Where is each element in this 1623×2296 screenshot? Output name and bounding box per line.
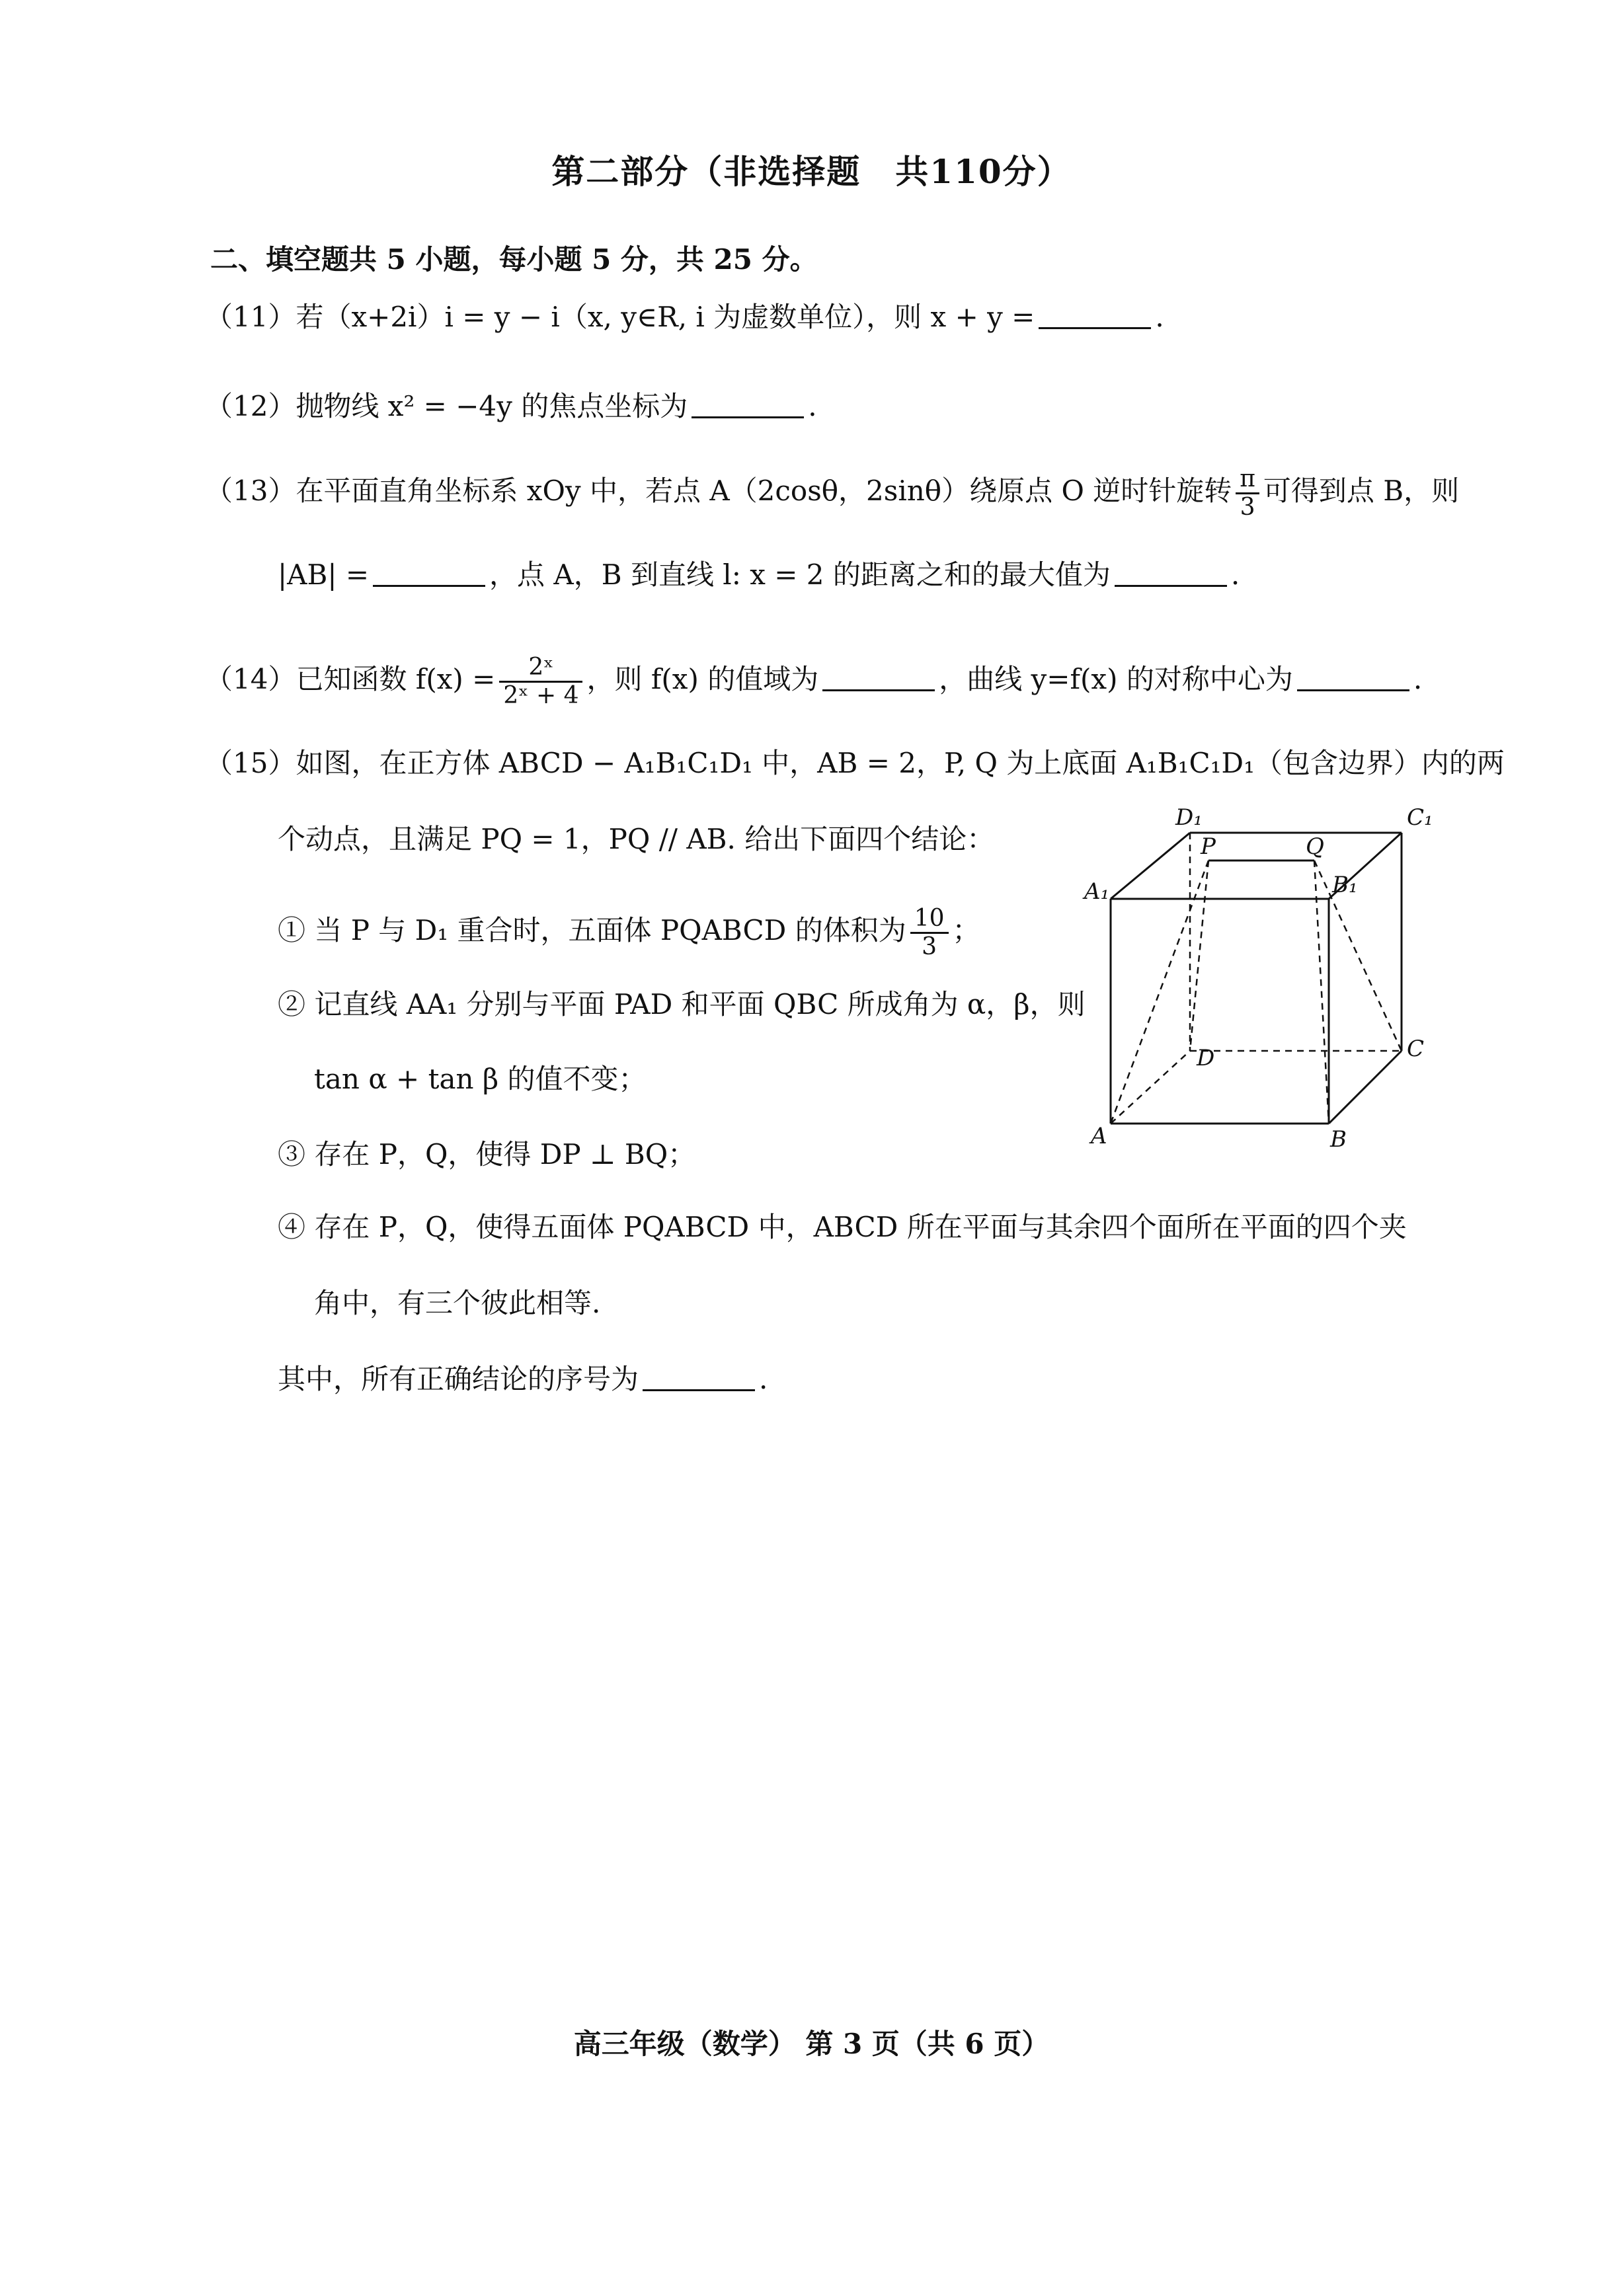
question-text: ，点 A，B 到直线 l: x = 2 的距离之和的最大值为 xyxy=(489,558,1111,591)
fraction-denominator: 3 xyxy=(922,933,937,960)
fraction xyxy=(499,654,582,708)
edge-a1-d1 xyxy=(1111,833,1190,899)
fraction xyxy=(1236,466,1259,520)
label-a1: A₁ xyxy=(1084,878,1110,905)
label-p: P xyxy=(1201,833,1216,860)
question-text: 在平面直角坐标系 xOy 中，若点 A（2cosθ，2sinθ）绕原点 O 逆时针旋转 xyxy=(296,475,1232,508)
conclusion-2: ② 记直线 AA₁ 分别与平面 PAD 和平面 QBC 所成角为 α，β，则 xyxy=(278,988,1086,1020)
answer-blank[interactable] xyxy=(1039,303,1151,329)
question-text: 若（x+2i）i = y − i（x, y∈R, i 为虚数单位），则 x + y = xyxy=(296,301,1035,333)
fraction-denominator: 3 xyxy=(1240,493,1255,521)
label-b: B xyxy=(1330,1126,1347,1153)
question-text: 可得到点 B，则 xyxy=(1263,475,1460,508)
label-d1: D₁ xyxy=(1175,806,1203,831)
question-number: （14） xyxy=(205,663,296,696)
page-footer: 高三年级（数学） 第 3 页（共 6 页） xyxy=(573,2028,1050,2060)
label-a: A xyxy=(1091,1123,1107,1149)
segment-pd xyxy=(1190,861,1208,1051)
answer-blank[interactable] xyxy=(643,1365,755,1391)
question-text: 已知函数 f(x) = xyxy=(296,663,496,696)
label-q: Q xyxy=(1306,833,1324,860)
question-15 xyxy=(205,747,1505,780)
punctuation: . xyxy=(1230,558,1240,591)
answer-blank[interactable] xyxy=(1115,561,1227,587)
segment-pa xyxy=(1111,861,1208,1124)
cube-figure xyxy=(1071,806,1441,1163)
question-13-line2 xyxy=(278,558,1240,592)
fraction-numerator: 2ˣ xyxy=(499,654,582,683)
conclusion-3: ③ 存在 P，Q，使得 DP ⊥ BQ； xyxy=(278,1138,696,1170)
question-number: （12） xyxy=(205,390,296,422)
fraction-numerator: 10 xyxy=(910,905,949,934)
conclusion-text: ① 当 P 与 D₁ 重合时，五面体 PQABCD 的体积为 xyxy=(278,914,906,947)
fraction-numerator: π xyxy=(1236,466,1259,494)
question-text: ，则 f(x) 的值域为 xyxy=(586,663,819,696)
punctuation: . xyxy=(759,1363,768,1395)
punctuation: . xyxy=(808,390,817,422)
answer-blank[interactable] xyxy=(373,561,485,587)
question-12 xyxy=(205,390,817,423)
conclusion-2-line2: tan α + tan β 的值不变； xyxy=(314,1063,647,1095)
segment-qc xyxy=(1314,861,1402,1051)
question-14 xyxy=(205,654,1422,708)
answer-blank[interactable] xyxy=(692,393,804,418)
final-question xyxy=(278,1363,768,1396)
question-number: （11） xyxy=(205,301,296,333)
edge-a-d xyxy=(1111,1051,1190,1124)
part-title: 第二部分（非选择题 共110分） xyxy=(551,152,1072,191)
question-number: （15） xyxy=(205,747,296,779)
punctuation: . xyxy=(1155,301,1164,333)
question-15-line2: 个动点，且满足 PQ = 1，PQ // AB. 给出下面四个结论： xyxy=(278,823,995,855)
conclusion-4-line2: 角中，有三个彼此相等. xyxy=(314,1287,601,1319)
edge-b-c xyxy=(1329,1051,1402,1124)
label-b1: B₁ xyxy=(1332,872,1358,898)
fraction xyxy=(910,905,949,960)
section-heading: 二、填空题共 5 小题，每小题 5 分，共 25 分。 xyxy=(210,243,818,276)
question-text: 如图，在正方体 ABCD − A₁B₁C₁D₁ 中，AB = 2，P, Q 为上底面 A₁B₁C₁D₁（包含边界）内的两 xyxy=(296,747,1505,779)
answer-blank[interactable] xyxy=(822,666,935,691)
question-number: （13） xyxy=(205,475,296,508)
label-c1: C₁ xyxy=(1407,806,1433,831)
punctuation: ； xyxy=(952,914,980,947)
question-text: ，曲线 y=f(x) 的对称中心为 xyxy=(939,663,1293,696)
segment-qb xyxy=(1314,861,1329,1124)
punctuation: . xyxy=(1413,663,1423,696)
conclusion-1 xyxy=(278,905,980,960)
answer-blank[interactable] xyxy=(1297,666,1409,691)
question-text: 抛物线 x² = −4y 的焦点坐标为 xyxy=(296,390,688,422)
question-text: |AB| = xyxy=(278,558,370,591)
conclusion-4: ④ 存在 P，Q，使得五面体 PQABCD 中，ABCD 所在平面与其余四个面所在平面的四个夹 xyxy=(278,1211,1407,1243)
label-c: C xyxy=(1407,1036,1425,1062)
fraction-denominator: 2ˣ + 4 xyxy=(503,681,579,709)
label-d: D xyxy=(1197,1045,1215,1071)
question-13 xyxy=(205,466,1459,520)
question-text: 其中，所有正确结论的序号为 xyxy=(278,1363,639,1395)
question-11 xyxy=(205,301,1164,334)
